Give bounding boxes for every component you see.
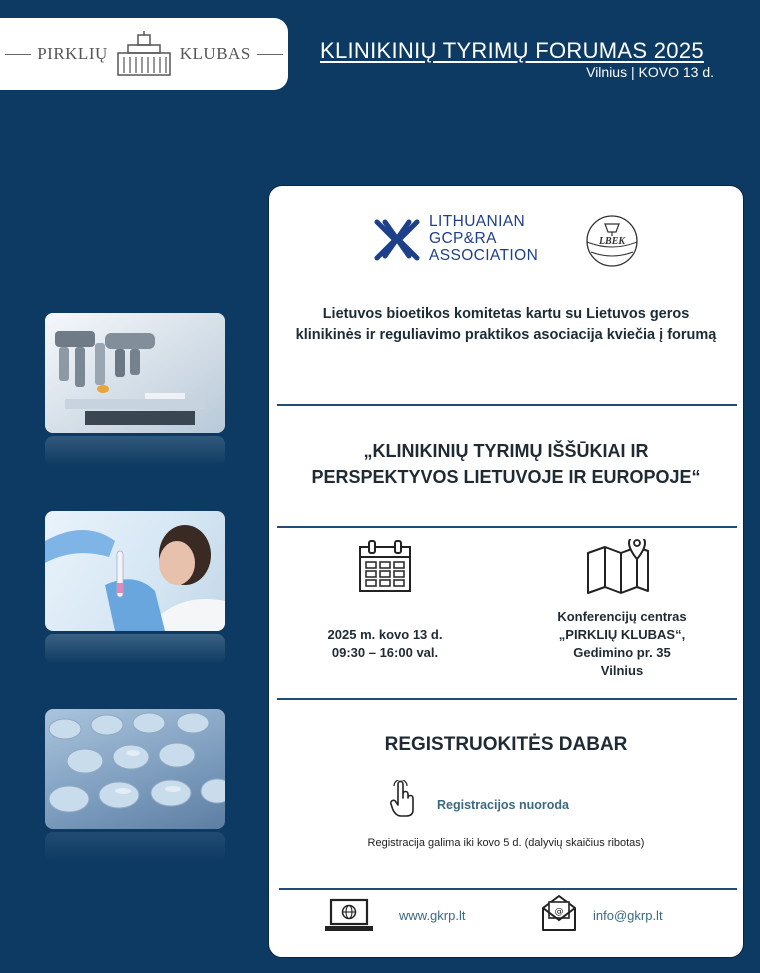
microscope-photo: [45, 313, 225, 433]
association-line2: GCP&RA: [429, 230, 497, 247]
registration-note: Registracija galima iki kovo 5 d. (dalyvių skaičius ribotas): [367, 837, 645, 849]
svg-text:@: @: [554, 907, 564, 917]
venue-line1: Konferencijų centras: [557, 609, 687, 624]
lbek-seal: [583, 212, 641, 270]
pills-photo-reflection: [45, 832, 225, 862]
logo-text-left: PIRKLIŲ: [37, 44, 108, 63]
gcp-association-name: [429, 213, 538, 264]
laptop-globe-icon: [323, 898, 375, 934]
email-envelope-icon: [541, 892, 577, 932]
headline-line2: PERSPEKTYVOS LIETUVOJE IR EUROPOJE“: [311, 467, 701, 487]
headline-line1: „KLINIKINIŲ TYRIMŲ IŠŠŪKIAI IR: [363, 441, 649, 461]
divider-2: [277, 526, 737, 528]
register-now-heading: REGISTRUOKITĖS DABAR: [384, 734, 628, 755]
map-location-icon: [585, 539, 651, 595]
event-date-day: 2025 m. kovo 13 d.: [327, 627, 443, 642]
email-link[interactable]: info@gkrp.lt: [593, 908, 663, 923]
calendar-icon: [357, 539, 413, 595]
scientist-photo: [45, 511, 225, 631]
registration-link[interactable]: Registracijos nuoroda: [437, 798, 569, 812]
venue-line3: Gedimino pr. 35: [573, 645, 671, 660]
event-venue: [529, 608, 715, 680]
divider-3: [277, 698, 737, 700]
divider-1: [277, 404, 737, 406]
building-icon: [114, 31, 174, 77]
forum-headline: [279, 438, 733, 490]
event-date-time: 09:30 – 16:00 val.: [331, 645, 439, 660]
pirkliu-klubas-logo: [0, 18, 288, 90]
lbek-seal-text: LBEK: [598, 236, 626, 247]
info-card: [268, 185, 744, 958]
logo-text-right: KLUBAS: [179, 44, 251, 63]
gcp-association-logo-icon: [371, 214, 423, 264]
association-line1: LITHUANIAN: [429, 213, 526, 230]
scientist-photo-reflection: [45, 634, 225, 664]
microscope-photo-reflection: [45, 436, 225, 466]
venue-line4: Vilnius: [600, 663, 644, 678]
event-date: [309, 626, 461, 662]
invitation-text: Lietuvos bioetikos komitetas kartu su Lietuvos geros klinikinės ir reguliavimo praktikos asociacija kviečia į forumą: [295, 306, 717, 343]
pills-photo: [45, 709, 225, 829]
forum-subtitle: Vilnius | KOVO 13 d.: [586, 64, 714, 80]
pointing-hand-icon: [389, 780, 417, 818]
venue-line2: „PIRKLIŲ KLUBAS“,: [558, 627, 686, 642]
divider-4: [279, 888, 737, 890]
logo-dash-left: [5, 54, 31, 55]
association-line3: ASSOCIATION: [429, 247, 539, 264]
forum-title: KLINIKINIŲ TYRIMŲ FORUMAS 2025: [320, 38, 704, 63]
website-link[interactable]: www.gkrp.lt: [399, 908, 466, 923]
logo-dash-right: [257, 54, 283, 55]
